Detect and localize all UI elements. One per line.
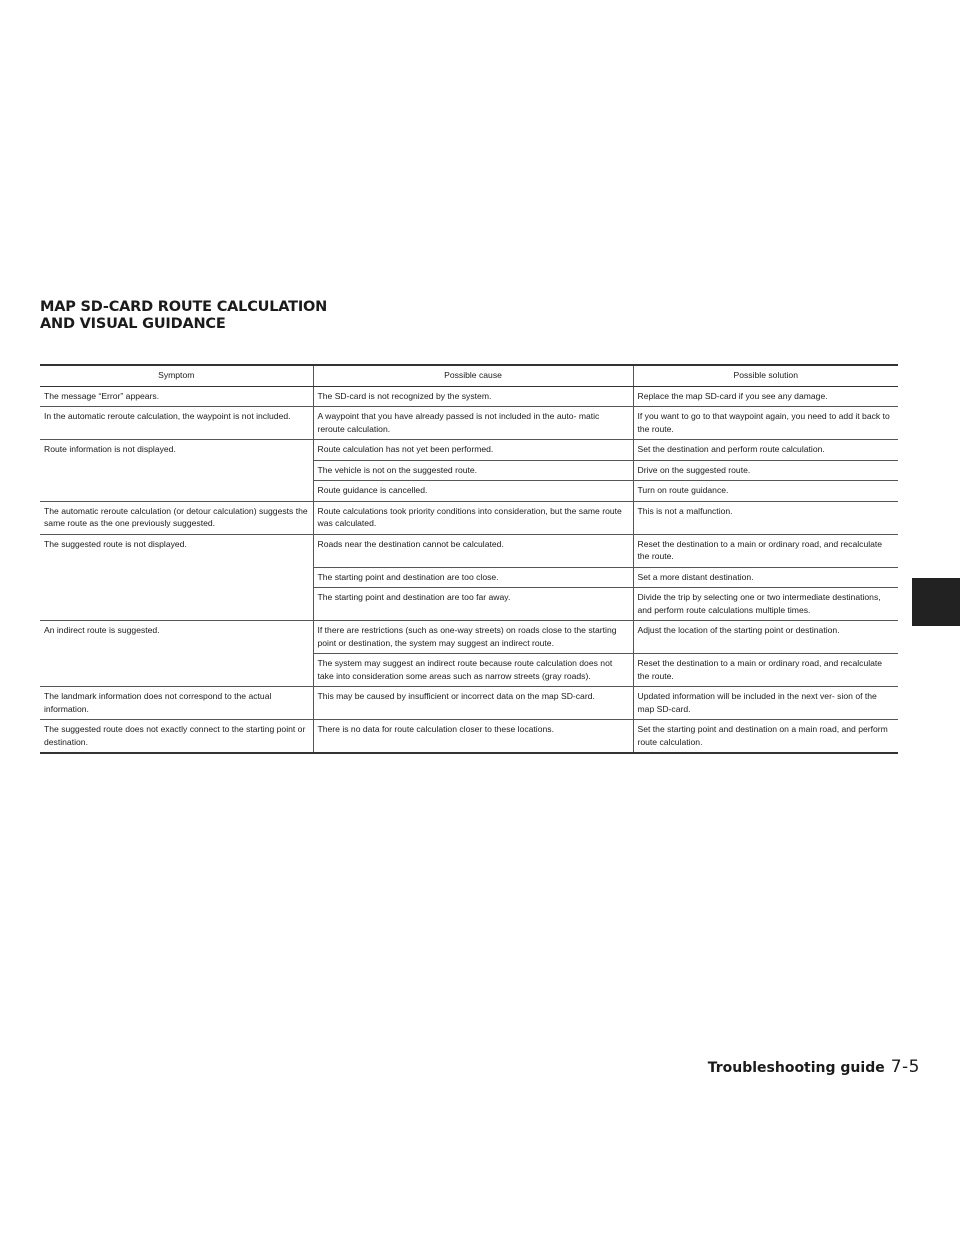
- table-row: [40, 534, 898, 567]
- symptom-cell: Route information is not displayed.: [40, 440, 313, 502]
- cause-cell: The SD-card is not recognized by the system.: [313, 386, 633, 407]
- cause-cell: Route guidance is cancelled.: [313, 481, 633, 502]
- cause-cell: Route calculation has not yet been performed.: [313, 440, 633, 461]
- solution-cell: If you want to go to that waypoint again, you need to add it back to the route.: [633, 407, 898, 440]
- section-title-line-2: AND VISUAL GUIDANCE: [40, 316, 226, 332]
- symptom-cell: An indirect route is suggested.: [40, 621, 313, 687]
- symptom-cell: The message “Error” appears.: [40, 386, 313, 407]
- cause-cell: The starting point and destination are too far away.: [313, 588, 633, 621]
- page-number: 7-5: [890, 1057, 920, 1077]
- section-title-line-1: MAP SD-CARD ROUTE CALCULATION: [40, 299, 328, 315]
- symptom-cell: The automatic reroute calculation (or detour calculation) suggests the same route as the one previously suggested.: [40, 501, 313, 534]
- symptom-cell: In the automatic reroute calculation, the waypoint is not included.: [40, 407, 313, 440]
- cause-cell: The vehicle is not on the suggested route.: [313, 460, 633, 481]
- page-footer: [708, 1057, 920, 1077]
- cause-cell: Roads near the destination cannot be calculated.: [313, 534, 633, 567]
- cause-cell: If there are restrictions (such as one-way streets) on roads close to the starting point or destination, the system may suggest an indirect route.: [313, 621, 633, 654]
- solution-cell: Set a more distant destination.: [633, 567, 898, 588]
- symptom-cell: The suggested route does not exactly connect to the starting point or destination.: [40, 720, 313, 754]
- troubleshooting-table: [40, 364, 898, 754]
- table-body: [40, 386, 898, 753]
- header-symptom: Symptom: [40, 365, 313, 386]
- solution-cell: This is not a malfunction.: [633, 501, 898, 534]
- cause-cell: There is no data for route calculation closer to these locations.: [313, 720, 633, 754]
- symptom-cell: The landmark information does not correspond to the actual information.: [40, 687, 313, 720]
- table-row: [40, 687, 898, 720]
- table-row: [40, 720, 898, 754]
- solution-cell: Divide the trip by selecting one or two intermediate destinations, and perform route calculations multiple times.: [633, 588, 898, 621]
- footer-section-name: Troubleshooting guide: [707, 1060, 885, 1076]
- cause-cell: Route calculations took priority conditions into consideration, but the same route was calculated.: [313, 501, 633, 534]
- solution-cell: Reset the destination to a main or ordinary road, and recalculate the route.: [633, 534, 898, 567]
- table-header-row: [40, 365, 898, 386]
- table-row: [40, 407, 898, 440]
- symptom-cell: The suggested route is not displayed.: [40, 534, 313, 621]
- header-possible-solution: Possible solution: [633, 365, 898, 386]
- table-row: [40, 440, 898, 461]
- solution-cell: Adjust the location of the starting point or destination.: [633, 621, 898, 654]
- cause-cell: The starting point and destination are too close.: [313, 567, 633, 588]
- solution-cell: Reset the destination to a main or ordinary road, and recalculate the route.: [633, 654, 898, 687]
- solution-cell: Set the destination and perform route calculation.: [633, 440, 898, 461]
- cause-cell: This may be caused by insufficient or incorrect data on the map SD-card.: [313, 687, 633, 720]
- table-row: [40, 501, 898, 534]
- solution-cell: Updated information will be included in the next ver- sion of the map SD-card.: [633, 687, 898, 720]
- header-possible-cause: Possible cause: [313, 365, 633, 386]
- cause-cell: The system may suggest an indirect route because route calculation does not take into consideration some areas such as narrow streets (gray roads).: [313, 654, 633, 687]
- chapter-tab-marker: [912, 578, 960, 626]
- solution-cell: Drive on the suggested route.: [633, 460, 898, 481]
- table-row: [40, 621, 898, 654]
- solution-cell: Set the starting point and destination on a main road, and perform route calculation.: [633, 720, 898, 754]
- cause-cell: A waypoint that you have already passed is not included in the auto- matic reroute calculation.: [313, 407, 633, 440]
- solution-cell: Replace the map SD-card if you see any damage.: [633, 386, 898, 407]
- section-title: [40, 299, 327, 333]
- table-row: [40, 386, 898, 407]
- solution-cell: Turn on route guidance.: [633, 481, 898, 502]
